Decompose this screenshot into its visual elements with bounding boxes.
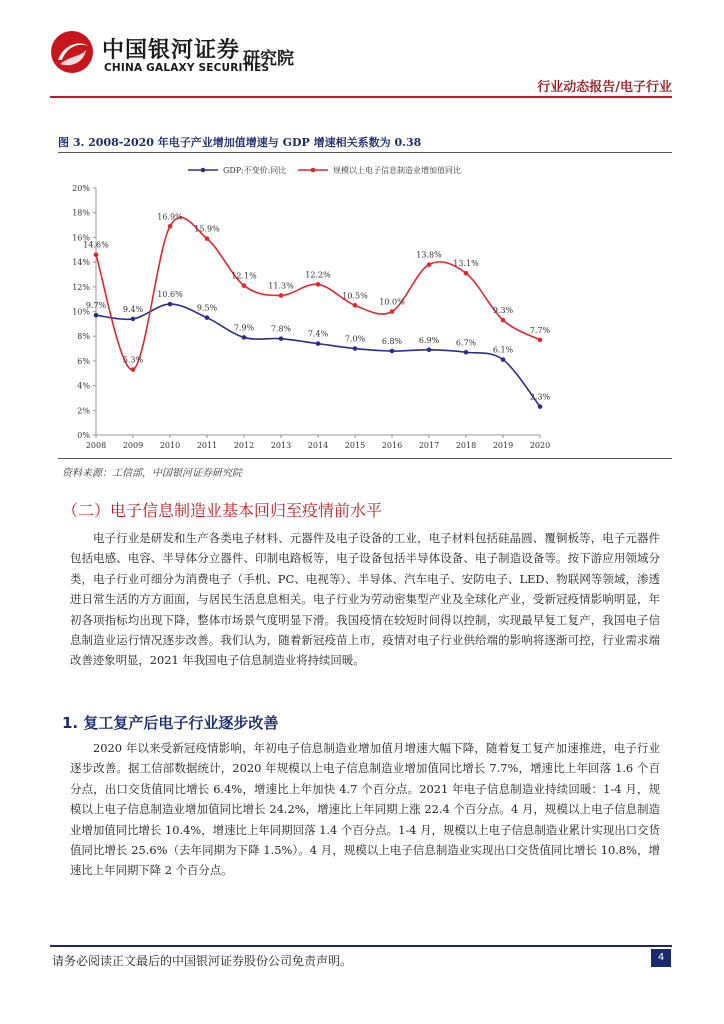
- y-tick-label: 2%: [77, 406, 90, 416]
- data-label: 16.9%: [157, 212, 183, 222]
- figure-bottom-rule: [58, 458, 672, 459]
- data-point: [94, 313, 99, 318]
- x-tick-label: 2014: [307, 441, 329, 450]
- x-tick-label: 2008: [85, 441, 107, 450]
- legend-swatch-marker: [201, 168, 206, 173]
- data-point: [205, 236, 210, 241]
- x-tick-label: 2013: [270, 441, 292, 450]
- x-tick-label: 2020: [529, 441, 551, 450]
- legend-entry: GDP:不变价:同比: [223, 166, 287, 175]
- y-tick-label: 0%: [77, 431, 90, 440]
- y-axis: [72, 184, 96, 440]
- data-point: [501, 318, 506, 323]
- data-point: [538, 338, 543, 343]
- data-label: 11.3%: [268, 281, 294, 291]
- legend-entry: 规模以上电子信息制造业增加值同比: [333, 166, 461, 175]
- x-tick-label: 2011: [196, 441, 218, 450]
- header-divider: [50, 96, 672, 98]
- data-point: [131, 367, 136, 372]
- y-tick-label: 4%: [77, 381, 90, 391]
- data-label: 12.1%: [231, 271, 257, 281]
- data-label: 13.8%: [416, 250, 442, 260]
- y-tick-label: 20%: [72, 184, 90, 193]
- y-tick-label: 12%: [72, 282, 90, 292]
- data-point: [242, 335, 247, 340]
- data-label: 9.4%: [122, 304, 144, 314]
- data-label: 6.8%: [381, 337, 403, 347]
- data-point: [427, 347, 432, 352]
- series-layer: [83, 212, 550, 409]
- y-tick-label: 16%: [72, 233, 90, 243]
- series-line-0: [96, 304, 540, 407]
- x-tick-label: 2009: [122, 441, 144, 450]
- data-label: 7.8%: [270, 324, 292, 334]
- line-chart: [58, 158, 672, 456]
- data-point: [131, 317, 136, 322]
- data-point: [168, 302, 173, 307]
- data-point: [501, 357, 506, 362]
- data-label: 6.1%: [492, 345, 514, 355]
- brand-name-en: CHINA GALAXY SECURITIES: [104, 62, 270, 74]
- data-point: [168, 224, 173, 229]
- data-label: 12.2%: [305, 270, 331, 280]
- data-label: 7.7%: [529, 325, 551, 335]
- data-label: 7.9%: [233, 323, 255, 333]
- y-tick-label: 14%: [72, 258, 90, 268]
- data-point: [427, 262, 432, 267]
- data-point: [242, 283, 247, 288]
- x-axis: [86, 435, 550, 450]
- data-point: [464, 271, 469, 276]
- data-point: [279, 336, 284, 341]
- data-point: [353, 346, 358, 351]
- data-label: 9.7%: [85, 301, 107, 311]
- x-tick-label: 2019: [492, 441, 514, 450]
- y-tick-label: 6%: [77, 356, 90, 366]
- data-point: [279, 293, 284, 298]
- legend-swatch-marker: [311, 168, 316, 173]
- x-tick-label: 2016: [381, 441, 403, 450]
- section-paragraph: 电子行业是研发和生产各类电子材料、元器件及电子设备的工业，电子材料包括硅晶圆、覆铜板等，电子元器件包括电感、电容、半导体分立器件、印制电路板等，电子设备包括半导体设备、电子制造设备等。按下游应用领域分类，电子行业可细分为消费电子（手机、PC、电视等）、半导体、汽车电子、安防电子、LED、物联网等领域，渗透进日常生活的方方面面，与居民生活息息相关。电子行业为劳动密集型产业及全球化产业，受新冠疫情影响明显，年初各项指标均出现下降，整体市场景气度明显下滑。我国疫情在较短时间得以控制，实现最早复工复产，我国电子信息制造业运行情况逐步改善。我们认为，随着新冠疫苗上市，疫情对电子行业供给端的影响将逐渐可控，行业需求端改善迹象明显，2021 年我国电子信息制造业将持续回暖。: [70, 531, 660, 668]
- y-tick-label: 8%: [77, 332, 90, 342]
- data-label: 7.0%: [344, 334, 366, 344]
- data-label: 2.3%: [529, 392, 551, 402]
- data-label: 6.7%: [455, 338, 477, 348]
- chart-legend: [188, 165, 461, 175]
- data-label: 15.9%: [194, 224, 220, 234]
- section-heading: （二）电子信息制造业基本回归至疫情前水平: [62, 501, 383, 520]
- data-label: 9.3%: [492, 306, 514, 316]
- data-label: 10.5%: [342, 291, 368, 301]
- galaxy-logo-icon: [50, 30, 94, 74]
- y-tick-label: 10%: [72, 307, 90, 317]
- data-point: [316, 341, 321, 346]
- x-tick-label: 2018: [455, 441, 477, 450]
- data-label: 9.5%: [196, 303, 218, 313]
- footer-disclaimer: 请务必阅读正文最后的中国银河证券股份公司免责声明。: [52, 954, 353, 968]
- figure-title: 图 3. 2008-2020 年电子产业增加值增速与 GDP 增速相关系数为 0.38: [58, 136, 422, 149]
- data-point: [94, 252, 99, 257]
- subsection-paragraph: 2020 年以来受新冠疫情影响，年初电子信息制造业增加值月增速大幅下降，随着复工复产加速推进，电子行业逐步改善。据工信部数据统计，2020 年规模以上电子信息制造业增加值同比增长 7.7%，增速比上年回落 1.6 个百分点，出口交货值同比增长 6.4%，增速比上年加快 4.7 个百分点。2021 年电子信息制造业持续回暖：1-4 月，规模以上电子信息制造业增加值同比增长 24.2%，增速比上年同期上涨 22.4 个百分点。4 月，规模以上电子信息制造业增加值同比增长 10.4%，增速比上年同期回落 1.4 个百分点。1-4 月，规模以上电子信息制造业累计实现出口交货值同比增长 25.6%（去年同期为下降 1.5%）。4 月，规模以上电子信息制造业实现出口交货值同比增长 10.8%，增速比上年同期下降 2 个百分点。: [70, 741, 660, 878]
- y-tick-label: 18%: [72, 208, 90, 218]
- x-tick-label: 2017: [418, 441, 440, 450]
- x-tick-label: 2015: [344, 441, 366, 450]
- subsection-heading: 1. 复工复产后电子行业逐步改善: [62, 714, 279, 732]
- footer-divider: [50, 945, 672, 947]
- data-label: 14.6%: [83, 240, 109, 250]
- data-label: 10.6%: [157, 290, 183, 300]
- data-label: 7.4%: [307, 329, 329, 339]
- data-label: 10.0%: [379, 297, 405, 307]
- figure-source: 资料来源：工信部，中国银河证券研究院: [62, 468, 242, 479]
- data-point: [353, 303, 358, 308]
- brand-institute: 研究院: [243, 49, 294, 69]
- report-type: 行业动态报告/电子行业: [537, 80, 672, 95]
- data-point: [316, 282, 321, 287]
- data-point: [464, 350, 469, 355]
- data-point: [390, 349, 395, 354]
- x-tick-label: 2010: [159, 441, 181, 450]
- brand-name-cn: 中国银河证券: [102, 38, 241, 63]
- figure-top-rule: [58, 152, 672, 153]
- page-number: 4: [651, 949, 671, 967]
- data-point: [205, 315, 210, 320]
- x-tick-label: 2012: [233, 441, 255, 450]
- data-point: [390, 309, 395, 314]
- data-label: 5.3%: [122, 355, 144, 365]
- data-label: 6.9%: [418, 335, 440, 345]
- data-point: [538, 404, 543, 409]
- data-label: 13.1%: [453, 259, 479, 269]
